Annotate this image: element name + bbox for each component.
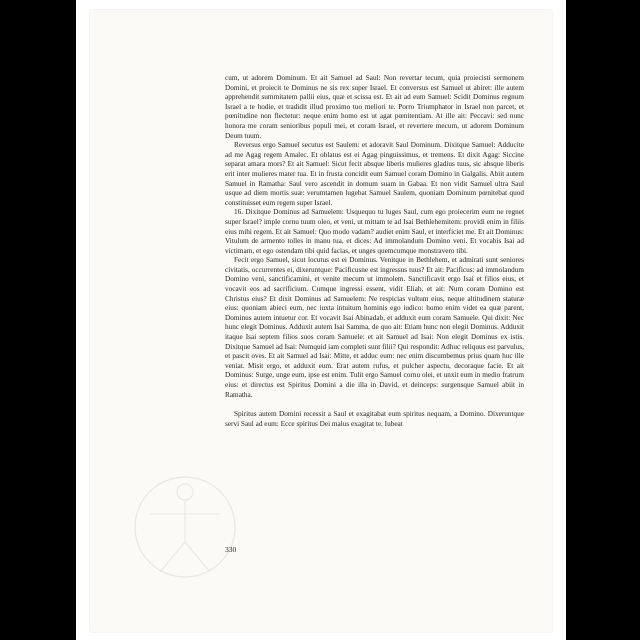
dark-border-right — [566, 0, 640, 640]
paragraph-1: cum, ut adorem Dominum. Et ait Samuel ad Saul: Non revertar tecum, quia proiecisti sermonem Domini, et proiecit te Dominus ne sis rex super Israel. Et conversus est Samuel ut abiret: ille autem apprehendit summitatem pallii eius, quæ et scissa est. Et ait ad eum Samuel: Scidit Dominus regnum Israel a te hodie, et tradidit illud proximo tuo meliori te. Porro Triumphator in Israel non parcet, et pœnitudine non flectetur: neque enim homo est ut agat pœnitentiam. At ille ait: Peccavi: sed nunc honora me coram senioribus populi mei, et coram Israel, et revertere mecum, ut adorem Dominum Deum tuum. — [225, 74, 524, 140]
watermark-figure-icon — [130, 472, 240, 582]
page-number: 330 — [225, 545, 237, 554]
body-text — [225, 74, 524, 429]
paragraph-5: Spiritus autem Domini recessit a Saul et exagitabat eum spiritus nequam, a Domino. Dixeruntque servi Saul ad eum: Ecce spiritus Dei malus exagitat te. Iubeat — [225, 410, 524, 428]
dark-border-left — [0, 0, 76, 640]
paragraph-2: Reversus ergo Samuel secutus est Saulem: et adoravit Saul Dominum. Dixitque Samuel: Adducite ad me Agag regem Amalec. Et oblatus est ei Agag pinguissimus, et tremens. Et dixit Agag: Siccine separat amara mors? Et ait Samuel: Sicut fecit absque liberis mulieres gladius tuus, sic absque liberis erit inter mulieres mater tua. Et in frusta concidit eum Samuel coram Domino in Galgalis. Abiit autem Samuel in Ramatha: Saul vero ascendit in domum suam in Gabaa. Et non vidit Samuel ultra Saul usque ad diem mortis suæ: verumtamen lugebat Samuel Saulem, quoniam Dominum pœnitebat quod constituisset eum regem super Israel. — [225, 141, 524, 207]
paragraph-3: 16. Dixitque Dominus ad Samuelem: Usquequo tu luges Saul, cum ego proiecerim eum ne regnet super Israel? imple cornu tuum oleo, et veni, ut mittam te ad Isai Bethlehemitem: providi enim in filiis eius mihi regem. Et ait Samuel: Quo modo vadam? audiet enim Saul, et interficiet me. Et ait Dominus: Vitulum de armento tolles in manu tua, et dices: Ad immolandum Domino veni. Et vocabis Isai ad victimam, et ego ostendam tibi quid facias, et unges quemcumque monstravero tibi. — [225, 208, 524, 255]
paragraph-4: Fecit ergo Samuel, sicut locutus est ei Dominus. Venitque in Bethlehem, et admirati sunt seniores civitatis, occurrentes ei, dixeruntque: Pacificusne est ingressus tuus? Et ait: Pacificus: ad immolandum Domino veni, sanctificamini, et venite mecum ut immolem. Sanctificavit ergo Isai et filios eius, et vocavit eos ad sacrificium. Cumque ingressi essent, vidit Eliab, et ait: Num coram Domino est Christus eius? Et dixit Dominus ad Samuelem: Ne respicias vultum eius, neque altitudinem staturæ eius: quoniam abieci eum, nec iuxta intuitum hominis ego iudico: homo enim videt ea quæ parent, Dominus autem intuetur cor. Et vocavit Isai Abinadab, et adduxit eum coram Samuele. Qui dixit: Nec hunc elegit Dominus. Adduxit autem Isai Samma, de quo ait: Etiam hunc non elegit Dominus. Adduxit itaque Isai septem filios suos coram Samuele: et ait Samuel ad Isai: Non elegit Dominus ex istis. Dixitque Samuel ad Isai: Numquid iam completi sunt filii? Qui respondit: Adhuc reliquus est parvulus, et pascit oves. Et ait Samuel ad Isai: Mitte, et adduc eum: nec enim discumbemus prius quam huc ille veniat. Misit ergo, et adduxit eum. Erat autem rufus, et pulcher aspectu, decoraque facie. Et ait Dominus: Surge, unge eum, ipse est enim. Tulit ergo Samuel cornu olei, et unxit eum in medio fratrum eius: et directus est Spiritus Domini a die illa in David, et deinceps: surgensque Samuel abiit in Ramatha. — [225, 256, 524, 399]
